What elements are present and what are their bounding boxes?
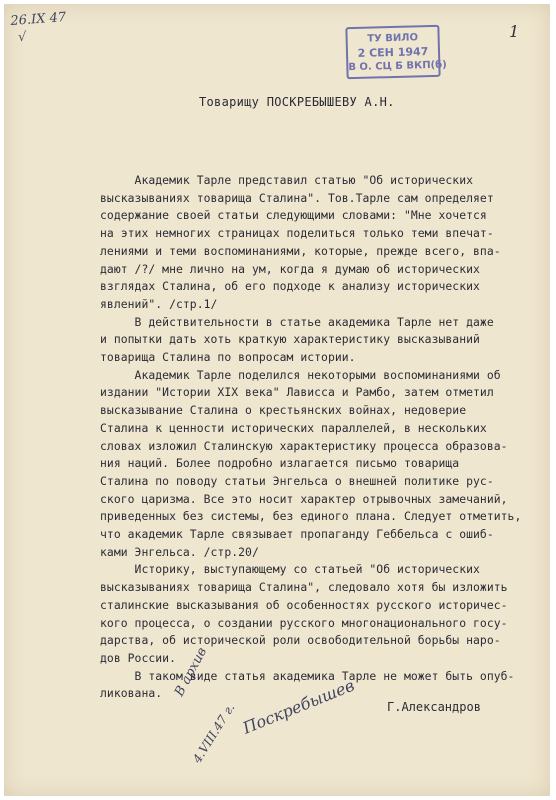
signature: Г.Александров bbox=[387, 700, 481, 714]
letter-body bbox=[100, 172, 530, 703]
body-line: кого процесса, о создании русского многонационального госу- bbox=[100, 615, 508, 630]
body-line: сталинские высказывания об особенностях русского историчес- bbox=[100, 597, 508, 612]
body-line: что академик Тарле связывает пропаганду Геббельса с ошиб- bbox=[100, 527, 494, 542]
body-line: лениями и теми воспоминаниями, которые, прежде всего, впа- bbox=[100, 243, 501, 258]
body-line: на этих немногих страницах поделиться только теми впечат- bbox=[100, 226, 494, 241]
body-line: Сталина к ценности исторических параллелей, в нескольких bbox=[100, 420, 487, 435]
body-line: высказывание Сталина о крестьянских войнах, недоверие bbox=[100, 403, 467, 418]
page-number: 1 bbox=[509, 22, 520, 41]
body-line: словах изложил Сталинскую характеристику процесса образова- bbox=[100, 438, 508, 453]
handwritten-date: 26.IX 47 bbox=[10, 10, 67, 29]
handwritten-scribble: Поскребышев bbox=[240, 675, 358, 738]
document-page bbox=[4, 4, 550, 796]
address-line: Товарищу ПОСКРЕБЫШЕВУ А.Н. bbox=[199, 95, 395, 109]
body-line: высказываниях товарища Сталина", следовало хотя бы изложить bbox=[100, 580, 508, 595]
body-line: Сталина по поводу статьи Энгельса о внешней политике рус- bbox=[100, 473, 494, 488]
body-line: В таком виде статья академика Тарле не может быть опуб- bbox=[100, 668, 515, 683]
check-mark-icon: √ bbox=[18, 30, 27, 45]
body-line: высказываниях товарища Сталина". Тов.Тарле сам определяет bbox=[100, 190, 494, 205]
body-line: дов России. bbox=[100, 650, 176, 665]
body-line: издании "Истории XIX века" Лависса и Рамбо, затем отметил bbox=[100, 385, 494, 400]
body-line: ского царизма. Все это носит характер отрывочных замечаний, bbox=[100, 491, 508, 506]
registration-stamp bbox=[345, 25, 447, 79]
stamp-line-3: В О. СЦ Б ВКП(б) bbox=[348, 59, 447, 74]
body-line: Академик Тарле представил статью "Об исторических bbox=[100, 173, 474, 187]
margin-note-date: 4.VIII.47 г. bbox=[190, 701, 238, 766]
body-line: взглядах Сталина, об его подходе к анализу исторических bbox=[100, 279, 480, 294]
body-line: ками Энгельса. /стр.20/ bbox=[100, 544, 259, 559]
body-line: дают /?/ мне лично на ум, когда я думаю об исторических bbox=[100, 261, 480, 276]
body-line: ния наций. Более подробно излагается письмо товарища bbox=[100, 456, 460, 471]
body-line: и попытки дать хоть краткую характеристику высказываний bbox=[100, 332, 480, 347]
body-line: ликована. bbox=[100, 686, 163, 701]
margin-note-archive: В архив bbox=[172, 645, 211, 700]
body-line: Историку, выступающему со статьей "Об исторических bbox=[100, 562, 480, 577]
stamp-line-2: 2 СЕН 1947 bbox=[357, 45, 429, 60]
body-line: явлений". /стр.1/ bbox=[100, 296, 218, 311]
body-line: В действительности в статье академика Тарле нет даже bbox=[100, 314, 494, 329]
stamp-line-1: ТУ ВИЛО bbox=[367, 32, 419, 45]
body-line: товарища Сталина по вопросам истории. bbox=[100, 350, 356, 365]
body-line: Академик Тарле поделился некоторыми воспоминаниями об bbox=[100, 367, 501, 382]
body-line: дарства, об исторической роли освободительной борьбы наро- bbox=[100, 633, 501, 648]
body-line: содержание своей статьи следующими словами: "Мне хочется bbox=[100, 208, 487, 223]
body-line: приведенных без системы, без единого плана. Следует отметить, bbox=[100, 509, 522, 524]
